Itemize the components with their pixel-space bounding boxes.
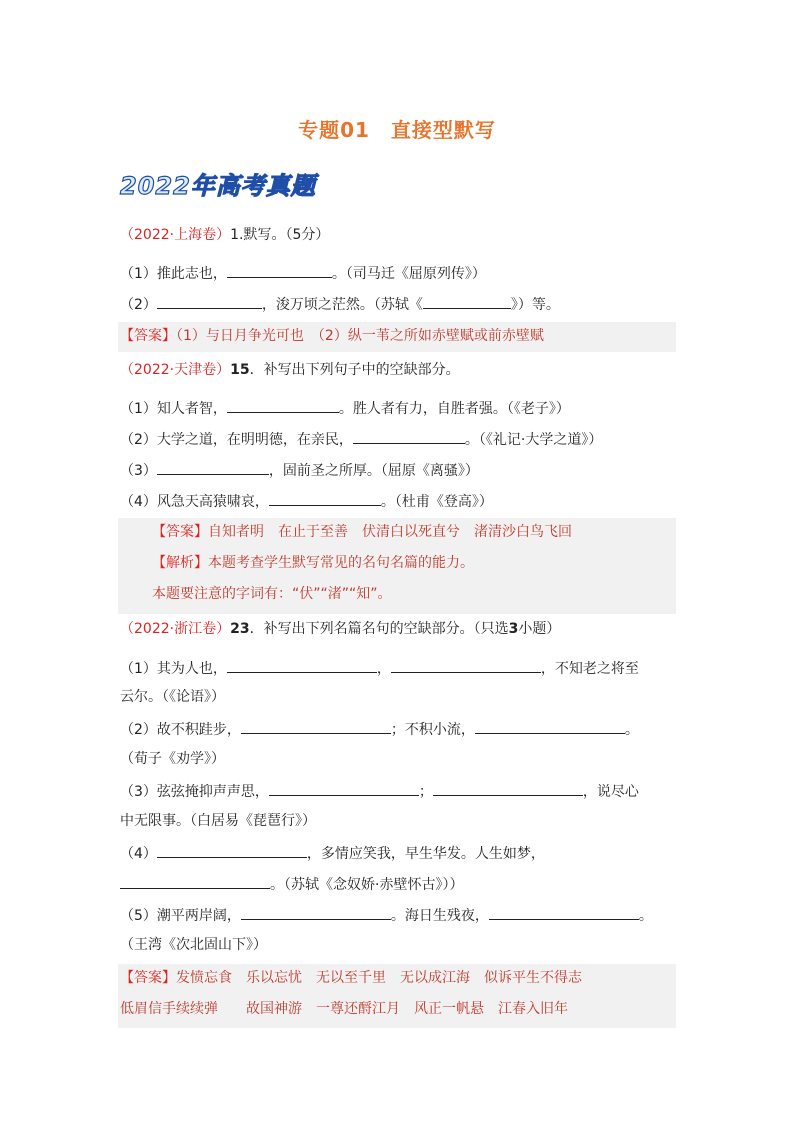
q1-head: 1.默写。（5分） — [230, 227, 330, 243]
q3-head-end: 小题） — [518, 621, 561, 637]
q3-line-1 — [120, 657, 639, 679]
blank — [391, 657, 541, 673]
q2-line-2 — [120, 428, 602, 450]
blank — [241, 718, 391, 734]
q3-head-num: 3 — [508, 621, 519, 637]
q1-l1-text-a: （1）推此志也， — [120, 266, 227, 282]
q2-header — [120, 360, 460, 380]
q2-l3-text-b: ，固前圣之所厚。（屈原《离骚》） — [268, 463, 479, 479]
q2-answer — [152, 522, 572, 542]
blank — [433, 780, 583, 796]
q3-line-3 — [120, 780, 639, 802]
blank — [120, 873, 270, 889]
q3-l2-text-b: ；不积小流， — [390, 722, 475, 738]
q3-l3-text-c: ，说尽心 — [582, 784, 639, 800]
q2-l1-text-b: 。胜人者有力，自胜者强。（《老子》） — [338, 401, 570, 417]
q2-source-tag: （2022·天津卷） — [120, 362, 231, 378]
q2-note: 本题要注意的字词有：“伏”“渚”“知”。 — [152, 586, 392, 602]
q2-l3-text-a: （3） — [120, 463, 157, 479]
q3-line-5 — [120, 904, 653, 926]
blank — [353, 428, 465, 444]
q2-l4-text-b: 。（杜甫《登高》） — [380, 494, 493, 510]
q3-l4-text-b: ，多情应笑我，早生华发。人生如梦， — [306, 846, 545, 862]
q1-l1-text-b: 。（司马迁《屈原列传》） — [331, 266, 486, 282]
blank — [157, 293, 262, 309]
q1-answer — [120, 326, 544, 346]
q3-answer-text-1: 发愤忘食 乐以忘忧 无以至千里 无以成江海 似诉平生不得志 — [176, 970, 582, 986]
blank — [475, 718, 625, 734]
q1-line-1 — [120, 262, 486, 284]
blank — [227, 397, 339, 413]
analysis-label: 【解析】 — [152, 555, 208, 571]
q3-head: ．补写出下列名篇名句的空缺部分。（只选 — [249, 621, 509, 637]
q3-l1-text-b: ， — [376, 661, 391, 677]
blank — [157, 459, 269, 475]
blank — [269, 490, 381, 506]
q2-num: 15 — [230, 362, 250, 378]
q3-header — [120, 619, 560, 639]
section-banner: 2022年高考真题 — [120, 172, 316, 200]
q3-line-3b: 中无限事。（白居易《琵琶行》） — [120, 813, 316, 829]
q3-num: 23 — [230, 621, 250, 637]
q1-l2-text-c: 》）等。 — [510, 297, 560, 313]
page-title: 专题01 直接型默写 — [298, 118, 496, 142]
q2-head: ．补写出下列句子中的空缺部分。 — [249, 362, 460, 378]
q2-line-4 — [120, 490, 493, 512]
q1-l2-text-a: （2） — [120, 297, 157, 313]
q1-line-2 — [120, 293, 560, 315]
q3-answer — [120, 968, 582, 988]
q3-l3-text-a: （3）弦弦掩抑声声思， — [120, 784, 269, 800]
q2-line-1 — [120, 397, 570, 419]
blank — [157, 842, 307, 858]
q2-l2-text-b: 。（《礼记·大学之道》） — [464, 432, 603, 448]
q3-l3-text-b: ； — [418, 784, 433, 800]
q2-answer-text: 自知者明 在止于至善 伏清白以死直兮 渚清沙白鸟飞回 — [208, 524, 572, 540]
q2-l2-text-a: （2）大学之道，在明明德，在亲民， — [120, 432, 353, 448]
q3-line-4b — [120, 873, 463, 895]
q3-answer-text-2: 低眉信手续续弹 故国神游 一尊还酹江月 风正一帆悬 江春入旧年 — [120, 1001, 568, 1017]
q3-line-2 — [120, 718, 639, 740]
q2-l4-text-a: （4）风急天高猿啸哀， — [120, 494, 269, 510]
answer-label: 【答案】 — [152, 524, 208, 540]
q3-line-1b: 云尔。（《论语》） — [120, 689, 225, 705]
blank — [269, 780, 419, 796]
blank — [227, 657, 377, 673]
q3-l4-text-c: 。（苏轼《念奴娇·赤壁怀古》）） — [270, 877, 464, 893]
q3-l5-text-a: （5）潮平两岸阔， — [120, 908, 241, 924]
blank — [423, 293, 511, 309]
q1-l2-text-b: ，浚万顷之茫然。（苏轼《 — [261, 297, 423, 313]
blank — [241, 904, 391, 920]
q2-analysis — [152, 553, 474, 573]
q3-l1-text-a: （1）其为人也， — [120, 661, 227, 677]
q1-header — [120, 225, 329, 245]
q3-l4-text-a: （4） — [120, 846, 157, 862]
q3-l5-text-b: 。海日生残夜， — [390, 908, 489, 924]
q1-source-tag: （2022·上海卷） — [120, 227, 231, 243]
q3-l2-text-c: 。 — [624, 722, 639, 738]
q3-line-4 — [120, 842, 545, 864]
q3-l1-text-c: ，不知老之将至 — [540, 661, 639, 677]
q3-line-5b: （王湾《次北固山下》） — [120, 937, 267, 953]
answer-label: 【答案】 — [120, 970, 176, 986]
q2-l1-text-a: （1）知人者智， — [120, 401, 227, 417]
q2-line-3 — [120, 459, 479, 481]
blank — [489, 904, 639, 920]
answer-label: 【答案】 — [120, 328, 176, 344]
q2-analysis-text: 本题考查学生默写常见的名句名篇的能力。 — [208, 555, 474, 571]
q3-source-tag: （2022·浙江卷） — [120, 621, 231, 637]
q3-line-2b: （荀子《劝学》） — [120, 751, 225, 767]
q1-answer-text: （1）与日月争光可也 （2）纵一苇之所如赤壁赋或前赤壁赋 — [176, 328, 544, 344]
q3-l2-text-a: （2）故不积跬步， — [120, 722, 241, 738]
q3-l5-text-c: 。 — [638, 908, 653, 924]
blank — [227, 262, 332, 278]
